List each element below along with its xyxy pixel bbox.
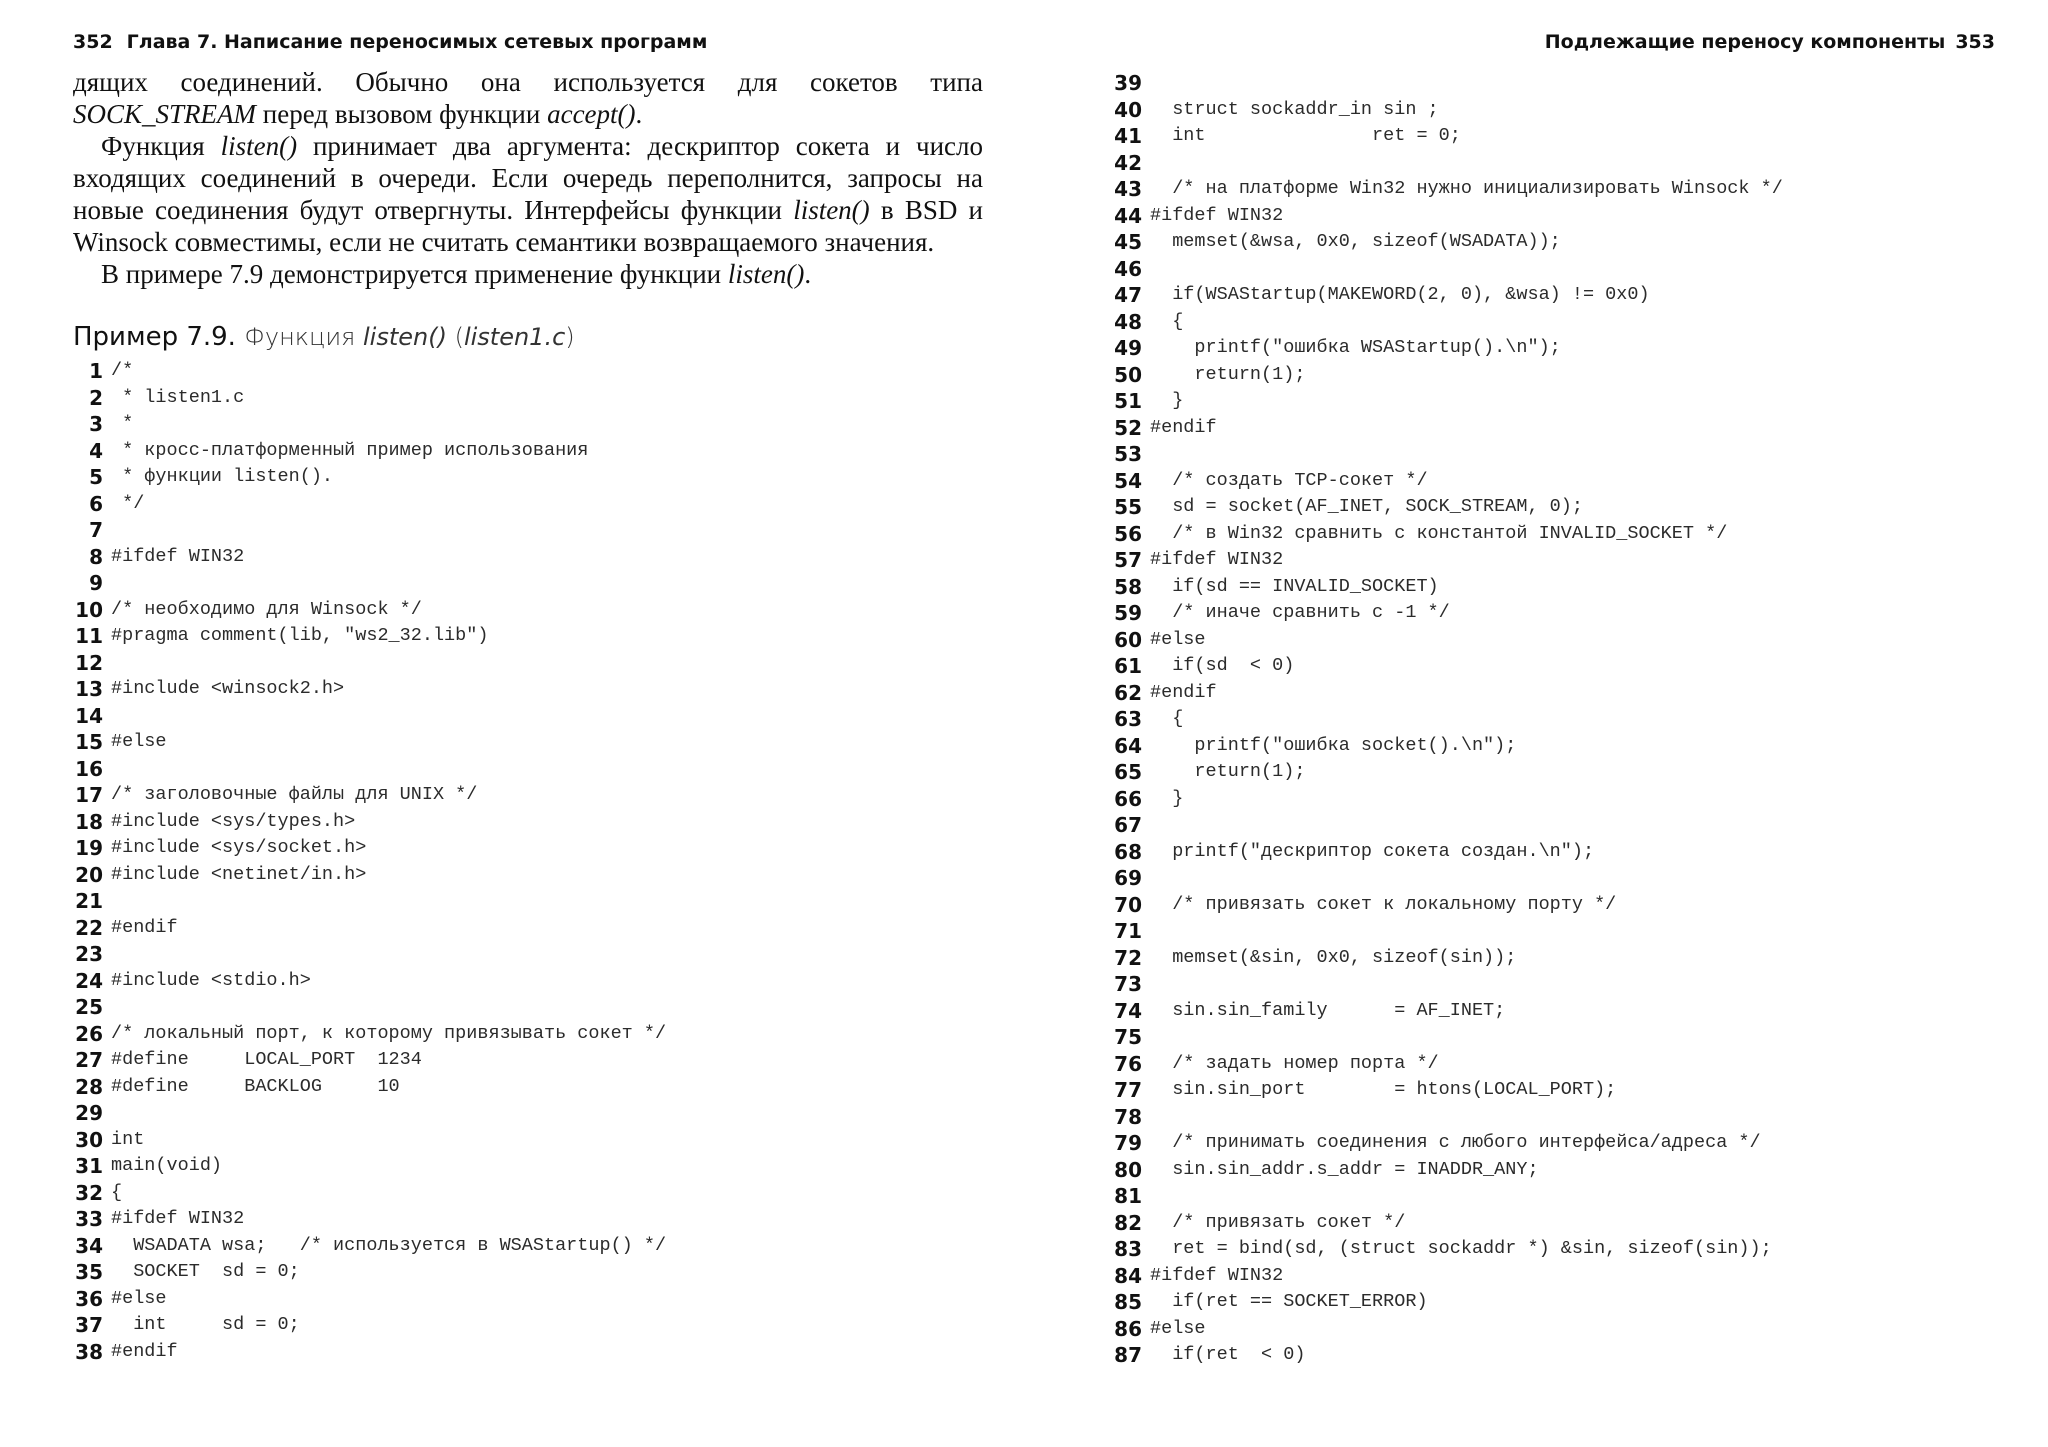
code-line [1112, 600, 1783, 627]
line-number: 2 [89, 385, 103, 410]
code-text: if(ret < 0) [1150, 1344, 1306, 1365]
code-line [73, 597, 666, 624]
line-number: 27 [75, 1048, 103, 1072]
code-text: #include <winsock2.h> [111, 678, 345, 699]
code-line [1112, 256, 1783, 283]
chapter-title: Глава 7. Написание переносимых сетевых программ [126, 31, 708, 53]
line-number: 78 [1114, 1104, 1142, 1129]
code-text: #ifdef WIN32 [1150, 1264, 1284, 1286]
line-number: 56 [1114, 521, 1142, 546]
line-number: 74 [1114, 998, 1142, 1023]
code-line [1112, 468, 1783, 495]
code-text: /* [111, 360, 134, 381]
code-line [73, 1206, 666, 1233]
code-line [1112, 1077, 1783, 1104]
code-text: sin.sin_addr.s_addr = INADDR_ANY; [1150, 1158, 1539, 1180]
code-line [1112, 335, 1783, 362]
code-line [1112, 1316, 1783, 1343]
line-number: 61 [1114, 654, 1142, 678]
code-text: { [1150, 310, 1184, 332]
line-number: 54 [1114, 468, 1142, 493]
line-number: 36 [75, 1286, 103, 1311]
code-text: /* привязать сокет к локальному порту */ [1150, 893, 1617, 915]
code-line [1112, 653, 1783, 680]
line-number: 72 [1114, 945, 1142, 970]
line-number: 5 [89, 465, 103, 489]
page-number-left: 352 [73, 31, 113, 53]
code-text: #include <sys/socket.h> [111, 837, 367, 858]
code-line [73, 888, 666, 915]
code-text: if(ret == SOCKET_ERROR) [1150, 1291, 1428, 1312]
line-number: 67 [1114, 813, 1142, 837]
code-text: #endif [1150, 416, 1217, 438]
line-number: 86 [1114, 1316, 1142, 1341]
line-number: 22 [75, 915, 103, 940]
line-number: 33 [75, 1207, 103, 1231]
code-text: return(1); [1150, 363, 1306, 385]
code-line [73, 544, 666, 571]
code-line [1112, 521, 1783, 548]
code-text: /* создать TCP-сокет */ [1150, 469, 1428, 491]
code-text: */ [111, 492, 145, 514]
line-number: 64 [1114, 733, 1142, 758]
code-line [73, 809, 666, 836]
line-number: 77 [1114, 1078, 1142, 1102]
code-line [1112, 998, 1783, 1025]
example-file-name: listen1.c [463, 323, 566, 351]
code-text: #endif [111, 1340, 178, 1362]
line-number: 79 [1114, 1131, 1142, 1155]
code-text: int sd = 0; [111, 1314, 300, 1335]
line-number: 11 [75, 624, 103, 648]
line-number: 39 [1114, 71, 1142, 95]
code-line [1112, 918, 1783, 945]
line-number: 41 [1114, 124, 1142, 148]
right-page [1024, 0, 2048, 1447]
code-line [73, 1312, 666, 1339]
code-line [1112, 1051, 1783, 1078]
line-number: 19 [75, 836, 103, 860]
code-text: #ifdef WIN32 [111, 1208, 245, 1229]
code-line [73, 1153, 666, 1180]
code-line [1112, 1236, 1783, 1263]
code-text: #include <sys/types.h> [111, 810, 356, 832]
code-line [73, 517, 666, 544]
code-line [1112, 1157, 1783, 1184]
code-text: /* заголовочные файлы для UNIX */ [111, 784, 478, 805]
code-line [73, 1100, 666, 1127]
line-number: 51 [1114, 389, 1142, 413]
code-text: printf("дескриптор сокета создан.\n"); [1150, 840, 1595, 862]
line-number: 65 [1114, 760, 1142, 784]
line-number: 83 [1114, 1237, 1142, 1261]
line-number: 23 [75, 942, 103, 966]
code-text: /* принимать соединения с любого интерфейса/адреса */ [1150, 1132, 1761, 1153]
code-text: #pragma comment(lib, "ws2_32.lib") [111, 625, 489, 646]
line-number: 16 [75, 756, 103, 781]
code-line [73, 1180, 666, 1207]
code-line [1112, 1024, 1783, 1051]
code-line [73, 623, 666, 650]
code-line [1112, 1210, 1783, 1237]
code-listing-right [1112, 70, 1783, 1369]
code-line [73, 703, 666, 730]
code-line [1112, 70, 1783, 97]
line-number: 57 [1114, 548, 1142, 572]
code-text: #include <netinet/in.h> [111, 863, 367, 885]
code-line [1112, 1342, 1783, 1369]
line-number: 8 [89, 544, 103, 569]
code-text: /* необходимо для Winsock */ [111, 598, 422, 620]
line-number: 52 [1114, 415, 1142, 440]
code-line [73, 676, 666, 703]
code-line [1112, 680, 1783, 707]
line-number: 55 [1114, 495, 1142, 519]
code-text: #define LOCAL_PORT 1234 [111, 1049, 422, 1070]
line-number: 7 [89, 518, 103, 542]
line-number: 32 [75, 1180, 103, 1205]
code-text: /* на платформе Win32 нужно инициализировать Winsock */ [1150, 178, 1783, 199]
line-number: 44 [1114, 203, 1142, 228]
line-number: 9 [89, 571, 103, 595]
line-number: 48 [1114, 309, 1142, 334]
code-line [1112, 441, 1783, 468]
code-text: int ret = 0; [1150, 125, 1461, 146]
line-number: 24 [75, 968, 103, 993]
code-line [1112, 150, 1783, 177]
code-text: { [111, 1181, 123, 1203]
line-number: 42 [1114, 150, 1142, 175]
code-text: #else [1150, 1317, 1206, 1339]
code-line [1112, 945, 1783, 972]
line-number: 80 [1114, 1157, 1142, 1182]
code-text: memset(&wsa, 0x0, sizeof(WSADATA)); [1150, 231, 1561, 252]
example-label: Пример 7.9. [73, 322, 236, 352]
line-number: 66 [1114, 786, 1142, 811]
line-number: 20 [75, 862, 103, 887]
code-line [1112, 309, 1783, 336]
code-line [1112, 1183, 1783, 1210]
code-text: * функции listen(). [111, 466, 334, 487]
code-line [73, 570, 666, 597]
code-text: return(1); [1150, 761, 1306, 782]
code-text: /* локальный порт, к которому привязывать сокет */ [111, 1022, 667, 1044]
line-number: 81 [1114, 1184, 1142, 1208]
line-number: 58 [1114, 574, 1142, 599]
line-number: 49 [1114, 336, 1142, 360]
code-line [1112, 388, 1783, 415]
line-number: 35 [75, 1260, 103, 1284]
code-text: #else [111, 1287, 167, 1309]
code-line [1112, 786, 1783, 813]
code-line [1112, 1104, 1783, 1131]
line-number: 87 [1114, 1343, 1142, 1367]
code-line [73, 1339, 666, 1366]
code-line [73, 968, 666, 995]
code-line [1112, 97, 1783, 124]
line-number: 47 [1114, 283, 1142, 307]
line-number: 76 [1114, 1051, 1142, 1076]
code-line [1112, 123, 1783, 150]
line-number: 82 [1114, 1210, 1142, 1235]
line-number: 12 [75, 650, 103, 675]
page-number-right: 353 [1955, 31, 1995, 53]
code-line [73, 1074, 666, 1101]
code-text: #ifdef WIN32 [111, 545, 245, 567]
paragraph: В примере 7.9 демонстрируется применение функции listen(). [101, 259, 812, 289]
line-number: 62 [1114, 680, 1142, 705]
code-line [73, 1286, 666, 1313]
code-text: #else [111, 731, 167, 752]
code-line [1112, 282, 1783, 309]
code-line [1112, 494, 1783, 521]
code-text: #ifdef WIN32 [1150, 204, 1284, 226]
code-line [73, 411, 666, 438]
line-number: 69 [1114, 866, 1142, 890]
line-number: 40 [1114, 97, 1142, 122]
code-line [73, 491, 666, 518]
code-line [1112, 1289, 1783, 1316]
code-text: memset(&sin, 0x0, sizeof(sin)); [1150, 946, 1517, 968]
code-line [73, 1047, 666, 1074]
code-text: { [1150, 708, 1184, 729]
line-number: 10 [75, 597, 103, 622]
code-text: SOCKET sd = 0; [111, 1261, 300, 1282]
code-text: /* иначе сравнить с -1 */ [1150, 602, 1450, 623]
code-text: WSADATA wsa; /* используется в WSAStartup() */ [111, 1234, 667, 1256]
code-line [1112, 229, 1783, 256]
paragraph: дящих соединений. Обычно она используется для сокетов типа SOCK_STREAM перед вызовом функции accept(). [73, 67, 983, 129]
running-head-left [73, 31, 707, 53]
paragraph: Функция listen() принимает два аргумента: дескриптор сокета и число входящих соединений в очереди. Если очередь переполнится, запросы на новые соединения будут отвергнуты. Интерфейсы функции listen() в BSD и Winsock совместимы, если не считать семантики возвращаемого значения. [73, 131, 983, 257]
section-title: Подлежащие переносу компоненты [1544, 31, 1946, 53]
code-text: if(WSAStartup(MAKEWORD(2, 0), &wsa) != 0x0) [1150, 284, 1650, 305]
code-line [1112, 362, 1783, 389]
code-text: int [111, 1128, 145, 1150]
line-number: 29 [75, 1101, 103, 1125]
running-head-right [1545, 31, 1995, 53]
line-number: 85 [1114, 1290, 1142, 1314]
line-number: 26 [75, 1021, 103, 1046]
line-number: 63 [1114, 707, 1142, 731]
code-text: struct sockaddr_in sin ; [1150, 98, 1439, 120]
line-number: 70 [1114, 892, 1142, 917]
line-number: 13 [75, 677, 103, 701]
code-line [73, 915, 666, 942]
code-text: * [111, 413, 134, 434]
code-text: * кросс-платформенный пример использования [111, 439, 589, 461]
code-line [1112, 892, 1783, 919]
code-text: ret = bind(sd, (struct sockaddr *) &sin, sizeof(sin)); [1150, 1238, 1772, 1259]
code-text: #include <stdio.h> [111, 969, 311, 991]
line-number: 50 [1114, 362, 1142, 387]
line-number: 59 [1114, 601, 1142, 625]
line-number: 37 [75, 1313, 103, 1337]
line-number: 18 [75, 809, 103, 834]
code-line [73, 1233, 666, 1260]
code-line [1112, 415, 1783, 442]
code-line [1112, 627, 1783, 654]
line-number: 1 [89, 359, 103, 383]
code-line [73, 941, 666, 968]
line-number: 28 [75, 1074, 103, 1099]
code-line [73, 1021, 666, 1048]
line-number: 53 [1114, 442, 1142, 466]
code-line [73, 1127, 666, 1154]
code-line [1112, 203, 1783, 230]
code-line [1112, 759, 1783, 786]
code-line [73, 994, 666, 1021]
line-number: 14 [75, 703, 103, 728]
line-number: 4 [89, 438, 103, 463]
code-line [1112, 839, 1783, 866]
line-number: 6 [89, 491, 103, 516]
line-number: 84 [1114, 1263, 1142, 1288]
code-line [73, 464, 666, 491]
line-number: 45 [1114, 230, 1142, 254]
code-line [1112, 971, 1783, 998]
line-number: 68 [1114, 839, 1142, 864]
code-line [73, 729, 666, 756]
example-title: Функция listen() (listen1.c) [244, 323, 575, 351]
code-text: /* привязать сокет */ [1150, 1211, 1406, 1233]
line-number: 21 [75, 889, 103, 913]
code-line [1112, 1263, 1783, 1290]
code-line [73, 835, 666, 862]
line-number: 30 [75, 1127, 103, 1152]
line-number: 31 [75, 1154, 103, 1178]
code-line [1112, 1130, 1783, 1157]
code-line [73, 862, 666, 889]
example-caption [73, 322, 575, 352]
line-number: 3 [89, 412, 103, 436]
code-line [73, 438, 666, 465]
code-text: #else [1150, 628, 1206, 650]
body-text [73, 66, 983, 290]
code-line [1112, 865, 1783, 892]
code-line [1112, 733, 1783, 760]
code-text: sin.sin_port = htons(LOCAL_PORT); [1150, 1079, 1617, 1100]
line-number: 60 [1114, 627, 1142, 652]
code-listing-left [73, 358, 666, 1365]
code-text: #ifdef WIN32 [1150, 549, 1284, 570]
line-number: 38 [75, 1339, 103, 1364]
line-number: 15 [75, 730, 103, 754]
line-number: 43 [1114, 177, 1142, 201]
code-line [1112, 812, 1783, 839]
code-text: #endif [111, 916, 178, 938]
code-text: sin.sin_family = AF_INET; [1150, 999, 1506, 1021]
code-line [73, 756, 666, 783]
code-text: } [1150, 787, 1184, 809]
code-text: #endif [1150, 681, 1217, 703]
code-line [73, 1259, 666, 1286]
line-number: 71 [1114, 919, 1142, 943]
code-text: /* в Win32 сравнить с константой INVALID_SOCKET */ [1150, 522, 1728, 544]
line-number: 34 [75, 1233, 103, 1258]
code-line [1112, 547, 1783, 574]
code-text: } [1150, 390, 1184, 411]
code-text: printf("ошибка socket().\n"); [1150, 734, 1517, 756]
code-line [1112, 574, 1783, 601]
code-line [73, 385, 666, 412]
code-line [1112, 706, 1783, 733]
code-text: #define BACKLOG 10 [111, 1075, 400, 1097]
code-line [73, 650, 666, 677]
code-line [73, 782, 666, 809]
line-number: 73 [1114, 972, 1142, 996]
example-function-name: listen() [363, 323, 447, 351]
line-number: 17 [75, 783, 103, 807]
code-text: if(sd == INVALID_SOCKET) [1150, 575, 1439, 597]
code-text: sd = socket(AF_INET, SOCK_STREAM, 0); [1150, 496, 1583, 517]
code-text: printf("ошибка WSAStartup().\n"); [1150, 337, 1561, 358]
line-number: 46 [1114, 256, 1142, 281]
code-line [1112, 176, 1783, 203]
code-text: if(sd < 0) [1150, 655, 1295, 676]
line-number: 25 [75, 995, 103, 1019]
code-text: /* задать номер порта */ [1150, 1052, 1439, 1074]
line-number: 75 [1114, 1025, 1142, 1049]
code-text: main(void) [111, 1155, 223, 1176]
code-line [73, 358, 666, 385]
code-text: * listen1.c [111, 386, 245, 408]
